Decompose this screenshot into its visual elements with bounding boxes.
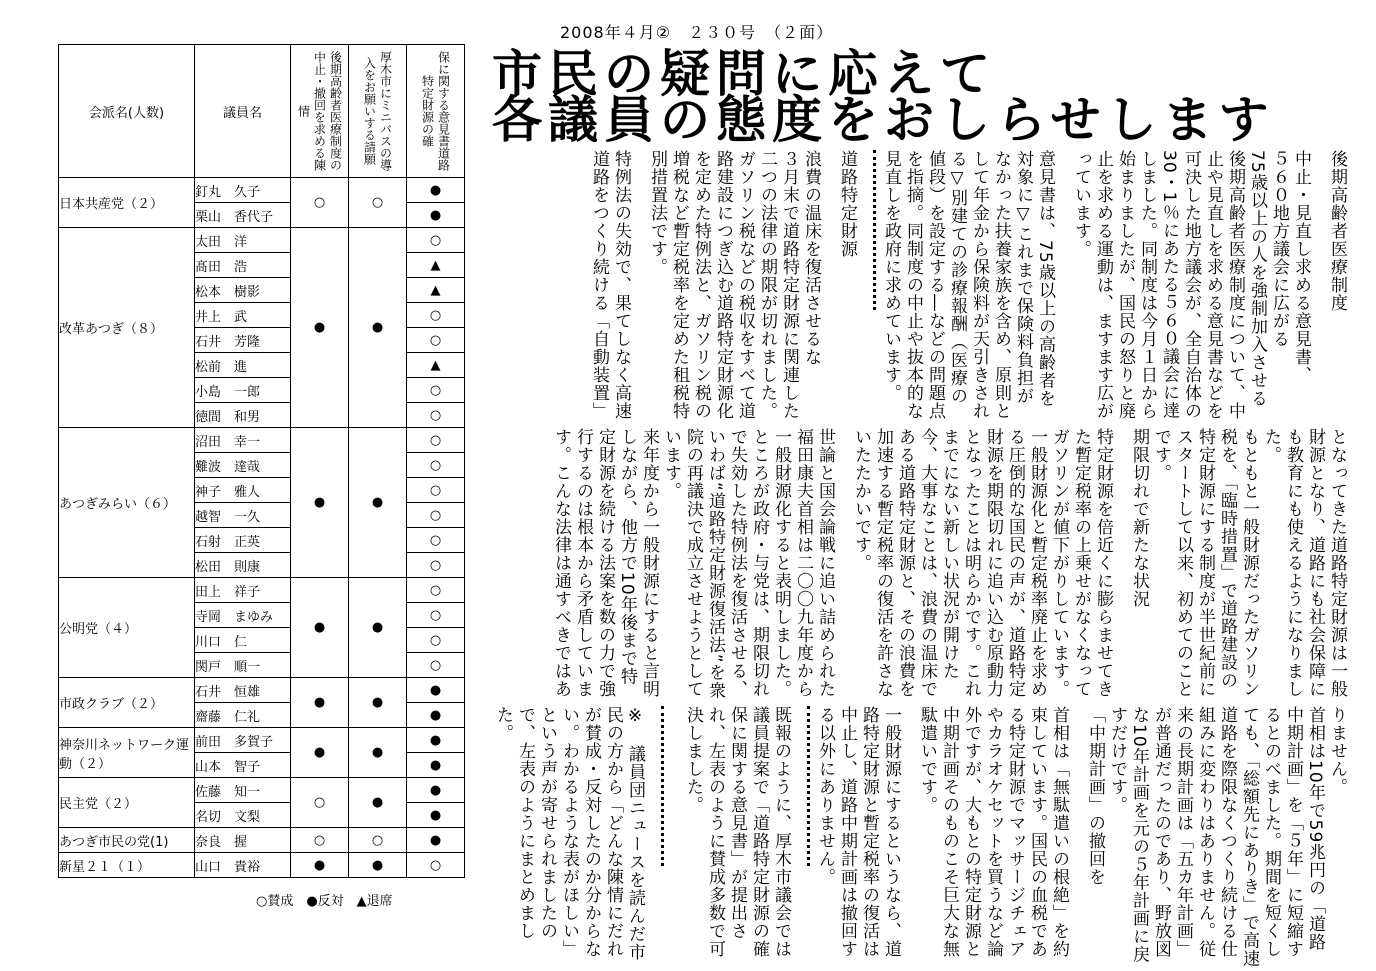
vote-cell: ●	[349, 228, 407, 428]
section-heading: 期限切れで新たな状況	[1129, 428, 1149, 608]
table-row	[59, 828, 465, 853]
paragraph: ３月末で道路特定財源に関連した二つの法律の期限が切れました。ガソリン税などの税収をすべて道路建設につぎ込む道路特定財源化を定めた特例法と、ガソリン税の増税など暫定税率を定めた租税特別措置法です。	[647, 150, 799, 420]
vote-cell: ●	[407, 728, 465, 753]
vote-cell: ●	[407, 753, 465, 778]
member-cell: 石井 芳隆	[195, 328, 291, 353]
headline-line-1: 市民の疑問に応えて	[492, 45, 996, 103]
vote-cell: ●	[291, 228, 349, 428]
member-cell: 山本 智子	[195, 753, 291, 778]
issue-header: 2008年４月② ２３０号 （２面）	[560, 23, 834, 42]
paragraph: 来年度から一般財源にすると言明しながら、他方で10年後まで特定財源を続ける法案を数の力で強行するのは根本から矛盾していま す。こんな法律は通すべきではあ	[551, 428, 659, 698]
vote-cell: ○	[407, 403, 465, 428]
paragraph: 世論と国会論戦に追い詰められた福田康夫首相は二〇〇九年度から一般財源化すると表明しました。ところが政府・与党は、期限切れで失効した特例法を復活させる、いわば“道路特定財源復活法”を衆院の再議決で成立させようとしています。	[661, 428, 835, 700]
paragraph: 75歳以上の人を強制加入させる後期高齢者医療制度について、中止や見直しを求める意見書などを可決した地方議会が、全自治体の30・1％にあたる５６０議会に達しました。同制度は今月１日から始まりましたが、国民の怒りと廃止を求める運動は、ますます広がっています。	[1071, 150, 1267, 420]
vote-cell: ○	[407, 453, 465, 478]
paragraph: りません。	[1327, 706, 1347, 796]
member-cell: 前田 多賀子	[195, 728, 291, 753]
member-cell: 齋藤 仁礼	[195, 703, 291, 728]
vote-cell: ○	[407, 528, 465, 553]
paragraph: 特例法の失効で、果てしなく高速道路をつくり続ける「自動装置」	[589, 150, 631, 420]
table-row	[59, 578, 465, 603]
article-tier-2	[508, 428, 1348, 700]
petition-header-text: 厚木市にミニバスの導入をお願いする請願	[362, 51, 393, 171]
member-cell: 佐藤 知一	[195, 778, 291, 803]
faction-cell: 日本共産党（２）	[59, 178, 195, 228]
vote-cell: ○	[407, 853, 465, 878]
member-cell: 山口 貴裕	[195, 853, 291, 878]
member-cell: 田上 祥子	[195, 578, 291, 603]
vote-cell: ○	[407, 503, 465, 528]
member-cell: 川口 仁	[195, 628, 291, 653]
vote-cell: ○	[291, 178, 349, 228]
member-cell: 奈良 握	[195, 828, 291, 853]
vote-cell: ●	[407, 678, 465, 703]
table-row	[59, 853, 465, 878]
faction-cell: 改革あつぎ（８）	[59, 228, 195, 428]
member-cell: 髙田 浩	[195, 253, 291, 278]
vote-cell: ○	[407, 328, 465, 353]
vote-cell: ▲	[407, 278, 465, 303]
vote-cell: ●	[407, 178, 465, 203]
member-cell: 越智 一久	[195, 503, 291, 528]
vote-cell: ●	[291, 728, 349, 778]
note-paragraph: ※ 議員団ニュースを読んだ市民の方から「どんな陳情にだれが賛成・反対したのか分からない。わかるような表がほしい」という声が寄せられましたので、左表のようにまとめました。	[493, 706, 645, 961]
petition-header-text: 後期高齢者医療制度の中止・撤回を求める陳情	[296, 51, 343, 171]
vote-cell: ○	[407, 228, 465, 253]
table-row	[59, 228, 465, 253]
member-cell: 栗山 香代子	[195, 203, 291, 228]
section-divider	[661, 706, 664, 866]
vote-cell: ○	[349, 178, 407, 228]
vote-cell: ○	[407, 578, 465, 603]
vote-cell: ○	[407, 478, 465, 503]
member-cell: 石井 恒雄	[195, 678, 291, 703]
table-row	[59, 678, 465, 703]
section-heading: 「中期計画」の撤回を	[1085, 706, 1105, 886]
member-cell: 太田 洋	[195, 228, 291, 253]
table-row	[59, 728, 465, 753]
vote-table	[58, 44, 465, 878]
member-cell: 沼田 幸一	[195, 428, 291, 453]
table-row	[59, 778, 465, 803]
vote-cell: ○	[407, 378, 465, 403]
member-cell: 徳間 和男	[195, 403, 291, 428]
paragraph: 首相は10年で59兆円の「道路中期計画」を「５年」に短縮するとのべました。期間を短くしても、「総額先にありき」で高速道路を際限なくつくり続ける仕組みに変わりはありません。従来の長期計画は「五カ年計画」が普通だったのであり、野放図な10年計画を元の５年計画に戻すだけです。	[1107, 706, 1325, 968]
article-body	[493, 150, 1348, 970]
vote-cell: ●	[349, 428, 407, 578]
vote-cell: ○	[291, 828, 349, 853]
vote-legend: ○賛成 ●反対 ▲退席	[256, 894, 393, 909]
petition-header-elderly-care	[291, 45, 349, 178]
vote-cell: ▲	[407, 253, 465, 278]
member-cell: 小島 一郎	[195, 378, 291, 403]
faction-cell: 民主党（２）	[59, 778, 195, 828]
vote-cell: ●	[349, 578, 407, 678]
section-heading: 道路特定財源	[837, 150, 857, 258]
member-cell: 松前 進	[195, 353, 291, 378]
section-heading: ５６０地方議会に広がる	[1269, 150, 1289, 348]
member-cell: 神子 雅人	[195, 478, 291, 503]
member-cell: 名切 文梨	[195, 803, 291, 828]
vote-cell: ○	[349, 828, 407, 853]
vote-cell: ●	[291, 853, 349, 878]
section-divider	[807, 706, 810, 866]
faction-cell: あつぎ市民の党(1)	[59, 828, 195, 853]
member-cell: 井上 武	[195, 303, 291, 328]
vote-cell: ○	[407, 628, 465, 653]
faction-cell: あつぎみらい（６）	[59, 428, 195, 578]
petition-header-minibus	[349, 45, 407, 178]
faction-cell: 公明党（４）	[59, 578, 195, 678]
vote-cell: ●	[349, 678, 407, 728]
faction-header: 会派名(人数)	[59, 45, 195, 178]
faction-cell: 新星２１（１）	[59, 853, 195, 878]
vote-cell: ○	[407, 303, 465, 328]
vote-cell: ●	[407, 828, 465, 853]
paragraph: 一般財源にするというなら、道路特定財源と暫定税率の復活は中止し、道路中期計画は撤回する以外にありません。	[815, 706, 901, 958]
vote-cell: ○	[407, 428, 465, 453]
headline-line-2: 各議員の態度をおしらせします	[492, 91, 1275, 149]
vote-cell: ○	[407, 553, 465, 578]
member-cell: 石射 正英	[195, 528, 291, 553]
member-cell: 松田 則康	[195, 553, 291, 578]
vote-cell: ▲	[407, 353, 465, 378]
vote-cell: ●	[407, 703, 465, 728]
section-heading: 中止・見直し求める意見書、	[1291, 150, 1311, 384]
petition-header-text: 保に関する意見書道路特定財源の確	[420, 51, 451, 171]
faction-cell: 市政クラブ（２）	[59, 678, 195, 728]
vote-cell: ○	[407, 653, 465, 678]
vote-cell: ●	[407, 803, 465, 828]
vote-cell: ●	[291, 578, 349, 678]
member-cell: 関戸 順一	[195, 653, 291, 678]
vote-cell: ●	[349, 778, 407, 828]
member-cell: 寺岡 まゆみ	[195, 603, 291, 628]
member-cell: 松本 樹影	[195, 278, 291, 303]
article-tier-1	[508, 150, 1348, 422]
faction-cell: 神奈川ネットワーク運動（２）	[59, 728, 195, 778]
paragraph: もともと一般財源だったガソリン税を、「臨時措置」で道路建設の特定財源にする制度が半世紀前にスタートして以来、初めてのことです。	[1151, 428, 1259, 698]
paragraph: 意見書は、75歳以上の高齢者を対象に▽これまで保険料負担がなかった扶養家族を含め、原則として年金から保険料が天引きされる▽別建ての診療報酬（医療の値段）を設定する―などの問題点を指摘。同制度の中止や抜本的な見直しを政府に求めています。	[881, 150, 1055, 420]
vote-table-body	[59, 178, 465, 878]
article-tier-3	[493, 706, 1348, 968]
member-cell: 釘丸 久子	[195, 178, 291, 203]
section-heading: 浪費の温床を復活させるな	[801, 150, 821, 366]
vote-cell: ●	[407, 778, 465, 803]
section-heading: 後期高齢者医療制度	[1327, 150, 1347, 312]
vote-cell: ○	[407, 603, 465, 628]
vote-cell: ●	[291, 428, 349, 578]
vote-cell: ●	[349, 728, 407, 778]
petition-header-road-fund	[407, 45, 465, 178]
member-cell: 難波 達哉	[195, 453, 291, 478]
table-row	[59, 428, 465, 453]
paragraph: 首相は「無駄遣いの根絶」を約束しています。国民の血税である特定財源でマッサージチェアやカラオケセットを買うなど論外ですが、大もとの特定財源と中期計画そのものこそ巨大な無駄遣いです。	[917, 706, 1069, 958]
vote-cell: ●	[349, 853, 407, 878]
table-row	[59, 178, 465, 203]
paragraph: 特定財源を倍近くに膨らませてきた暫定税率の上乗せがなくなってガソリンが値下がりしています。一般財源化と暫定税率廃止を求める圧倒的な国民の声が、道路特定財源を期限切れに追い込む原動力となったことは明らかです。これまでにない新しい状況が開けた今、大事なことは、浪費の温床である道路特定財源と、その浪費を加速する暫定税率の復活を許さないたたかいです。	[851, 428, 1113, 698]
member-header: 議員名	[195, 45, 291, 178]
section-divider	[873, 150, 876, 310]
paragraph: となってきた道路特定財源は一般財源となり、道路にも社会保障にも教育にも使えるようになりました。	[1261, 428, 1347, 698]
vote-cell: ●	[291, 678, 349, 728]
vote-cell: ○	[291, 778, 349, 828]
paragraph: 既報のように、厚木市議会では議員提案で「道路特定財源の確保に関する意見書」が提出され、左表のように賛成多数で可決しました。	[683, 706, 791, 958]
vote-cell: ●	[407, 203, 465, 228]
